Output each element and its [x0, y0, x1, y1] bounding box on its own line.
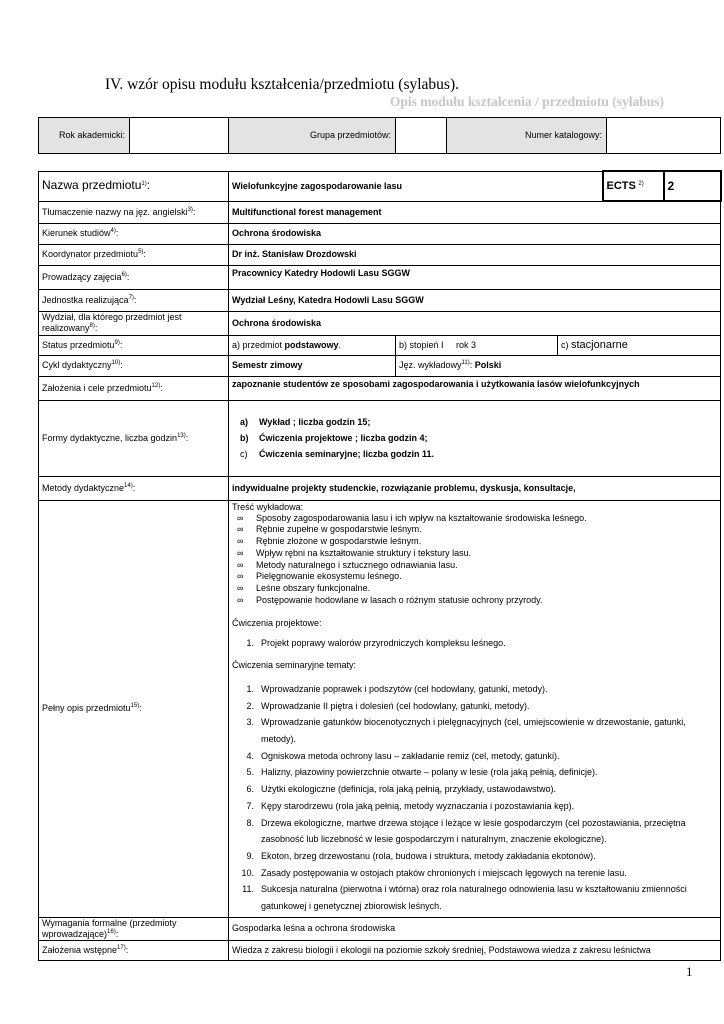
metody-sup: 14) — [124, 482, 133, 489]
sem-item-text: Kępy starodrzewu (rola jaką pełnią, metody wyznaczania i pozostawiania kęp). — [261, 800, 575, 811]
sem-item-text: Wprowadzanie poprawek i podszytów (cel hodowlany, gatunki, metody). — [261, 683, 548, 694]
subject-group-label: Grupa przedmiotów: — [229, 118, 396, 154]
status-a-prefix: a) przedmiot — [232, 339, 285, 350]
tlum-label: Tłumaczenie nazwy na jęz. angielski — [42, 206, 188, 217]
zal-label-cell: Założenia i cele przedmiotu$^{12)}$: — [39, 376, 229, 400]
jedn-sup: 7) — [128, 294, 134, 301]
prow-label-cell: Prowadzący zajęcia$^{6)}$: — [39, 265, 229, 289]
sem-item-text: Użytki ekologiczne (definicja, rola jaką pełnią, przykłady, ustawodawstwo). — [261, 784, 556, 795]
metody-label: Metody dydaktyczne — [42, 482, 125, 493]
tresc-item: ∞ Pielęgnowanie ekosystemu leśnego. — [256, 571, 717, 583]
wym-label-cell — [39, 917, 229, 940]
row-nazwa — [39, 171, 721, 201]
cykl-label-cell: Cykl dydaktyczny$^{10)}$: — [39, 355, 229, 376]
koord-value: Dr inż. Stanisław Drozdowski — [229, 244, 721, 265]
kier-label-cell: Kierunek studiów$^{4)}$: — [39, 223, 229, 244]
sem-item-number: 11. — [242, 884, 254, 895]
tlum-value: Multifunctional forest management — [229, 201, 721, 223]
header-table — [38, 117, 721, 154]
formy-item-b-text: Ćwiczenia projektowe ; liczba godzin 4; — [259, 433, 428, 443]
metody-label-cell: Metody dydaktyczne$^{14)}$: — [39, 476, 229, 500]
formy-value-cell — [229, 400, 721, 476]
tresc-item: ∞ Rębnie złożone w gospodarstwie leśnym. — [256, 536, 717, 548]
wym-sep: : — [115, 928, 119, 939]
sem-item — [232, 798, 717, 815]
sem-item-text: Zasady postępowania w ostojach ptaków chronionych i miejscach lęgowych na terenie lasu. — [261, 867, 627, 878]
sem-heading: Ćwiczenia seminaryjne tematy: — [232, 659, 357, 670]
sem-item-text: Wprowadzanie II piętra i dolesień (cel hodowlany, gatunki, metody). — [261, 700, 530, 711]
wydz-value: Ochrona środowiska — [229, 311, 721, 335]
ects-label: ECTS — [606, 179, 636, 192]
sem-item-number: 3. — [246, 717, 254, 728]
jedn-label-cell: Jednostka realizująca$^{7)}$: — [39, 289, 229, 311]
sem-item-text: Drzewa ekologiczne, martwe drzewa stojące i leżące w lesie gospodarczym (cel pozostawiania, przeciętna zasobność lub liczebność w lesie gospodarczym i naturalnym, znaczenie ekologiczne). — [261, 817, 686, 845]
koord-sup: 5) — [138, 249, 144, 255]
status-label: Status przedmiotu — [42, 339, 115, 350]
wydz-sup: 8) — [89, 323, 95, 329]
formy-item-a-marker: a) — [240, 417, 249, 427]
koord-label-cell: Koordynator przedmiotu$^{5)}$: — [39, 244, 229, 265]
status-b-rok: rok 3 — [456, 339, 477, 350]
formy-label-cell: Formy dydaktyczne, liczba godzin$^{13)}$: — [39, 400, 229, 476]
sem-item — [232, 881, 717, 914]
sem-item-number: 10. — [241, 867, 254, 878]
koord-label: Koordynator przedmiotu — [42, 249, 139, 259]
proj-item-text: Projekt poprawy walorów przyrodniczych kompleksu leśnego. — [261, 637, 506, 648]
zal-sup: 12) — [151, 382, 161, 389]
tresc-item: ∞ Sposoby zagospodarowania lasu i ich wpływ na kształtowanie środowiska leśnego. — [256, 513, 717, 525]
tresc-item: ∞ Postępowanie hodowlane w lasach o różnym statusie ochrony przyrody. — [256, 595, 717, 607]
formy-item-c-marker: c) — [240, 449, 248, 459]
pelny-value-cell — [229, 500, 721, 917]
status-c-value: stacjonarne — [571, 338, 628, 351]
kier-sup: 4) — [110, 228, 116, 234]
status-a-suffix: . — [338, 339, 342, 350]
wydz-label-cell: Wydział, dla którego przedmiot jest realizowany$^{8)}$: — [39, 311, 229, 335]
page-number: 1 — [686, 964, 693, 979]
status-c-prefix: c) — [561, 339, 571, 350]
sem-item-number: 5. — [246, 767, 254, 778]
wym-sup: 16) — [107, 928, 116, 935]
metody-value: indywidualne projekty studenckie, rozwiązanie problemu, dyskusja, konsultacje, — [229, 476, 721, 500]
cykl-value: Semestr zimowy — [229, 355, 396, 376]
status-sup: 9) — [114, 339, 120, 346]
wym-label: Wymagania formalne (przedmioty wprowadzające) — [42, 917, 177, 939]
sem-item-text: Wprowadzanie gatunków biocenotycznych i pielęgnacyjnych (cel, umiejscowienie w drzewostanie, gatunki, metody). — [261, 717, 686, 744]
sem-item — [232, 748, 717, 765]
sem-item-number: 1. — [246, 683, 254, 694]
pelny-label: Pełny opis przedmiotu — [42, 703, 131, 713]
tresc-heading: Treść wykładowa: — [232, 501, 304, 512]
zal-label: Założenia i cele przedmiotu — [42, 382, 152, 393]
formy-item-a-text: Wykład ; liczba godzin 15; — [259, 417, 371, 427]
formy-label: Formy dydaktyczne, liczba godzin — [42, 432, 178, 443]
pelny-label-cell: Pełny opis przedmiotu$^{15)}$: — [39, 500, 229, 917]
catalog-number-label: Numer katalogowy: — [447, 118, 607, 154]
tresc-item: ∞ Metody naturalnego i sztucznego odnawiania lasu. — [256, 560, 717, 572]
status-c-cell — [558, 335, 721, 355]
formy-item-c — [232, 446, 717, 462]
proj-list — [232, 638, 717, 649]
formy-item-c-text: Ćwiczenia seminaryjne; liczba godzin 11. — [259, 449, 435, 459]
prow-label: Prowadzący zajęcia — [42, 271, 122, 282]
sem-item — [232, 681, 717, 698]
jez-label: Jęz. wykładowy — [399, 360, 462, 370]
jez-cell — [396, 355, 721, 376]
sem-item-text: Sukcesja naturalna (pierwotna i wtórna) oraz rola naturalnego odnowienia lasu w kształtowaniu zmienności gatunkowej i genetycznej zbiorowisk leśnych. — [261, 884, 687, 912]
zalw-value: Wiedza z zakresu biologii i ekologii na poziomie szkoły średniej, Podstawowa wiedza z zakresu leśnictwa — [229, 940, 721, 960]
sem-item — [232, 865, 717, 882]
cykl-label: Cykl dydaktyczny — [42, 360, 112, 370]
ects-value: 2 — [664, 171, 721, 201]
kier-label: Kierunek studiów — [42, 228, 111, 238]
syllabus-table — [38, 170, 722, 961]
subject-group-value — [396, 118, 447, 154]
sem-item-number: 2. — [246, 700, 254, 711]
ects-sup: 2) — [638, 180, 644, 187]
tresc-item: ∞ Wpływ rębni na kształtowanie struktury i tekstury lasu. — [256, 548, 717, 560]
zal-value: zapoznanie studentów ze sposobami zagospodarowania i użytkowania lasów wielofunkcyjnych — [229, 376, 721, 400]
jedn-value: Wydział Leśny, Katedra Hodowli Lasu SGGW — [229, 289, 721, 311]
formy-sup: 13) — [177, 432, 186, 439]
sem-item-text: Halizny, płazowiny powierzchnie otwarte – polany w lesie (rola jaką pełnią, definicje). — [261, 767, 598, 778]
formy-item-b — [232, 430, 717, 446]
sem-item-text: Ogniskowa metoda ochrony lasu – zakładanie remiz (cel, metody, gatunki). — [261, 750, 560, 761]
sem-item — [232, 764, 717, 781]
nazwa-label-cell: Nazwa przedmiotu$^{1)}$: — [39, 171, 229, 201]
proj-item-number: 1. — [246, 637, 254, 648]
sem-list — [232, 681, 717, 915]
formy-item-a — [232, 414, 717, 430]
wym-value: Gospodarka leśna a ochrona środowiska — [229, 917, 721, 940]
status-label-cell: Status przedmiotu$^{9)}$: — [39, 335, 229, 355]
jez-value: Polski — [474, 360, 502, 370]
sem-item-number: 6. — [246, 784, 254, 795]
document-subtitle: Opis modułu kształcenia / przedmiotu (sylabus) — [389, 94, 664, 109]
zalw-label: Założenia wstępne — [42, 944, 118, 955]
nazwa-sup: 1) — [141, 181, 147, 187]
document-title: IV. wzór opisu modułu kształcenia/przedmiotu (sylabus). — [105, 76, 459, 93]
tresc-list — [232, 513, 717, 607]
sem-item — [232, 714, 717, 747]
status-a-value: podstawowy — [284, 339, 339, 350]
prow-value: Pracownicy Katedry Hodowli Lasu SGGW — [229, 265, 721, 289]
sem-item-number: 9. — [246, 850, 254, 861]
proj-item — [232, 638, 717, 649]
academic-year-value — [130, 118, 229, 154]
jez-sup: 11) — [461, 360, 470, 366]
status-a-cell — [229, 335, 396, 355]
nazwa-label: Nazwa przedmiotu — [42, 178, 142, 192]
sem-item-number: 8. — [246, 817, 254, 828]
kier-value: Ochrona środowiska — [229, 223, 721, 244]
cykl-sup: 10) — [111, 360, 121, 366]
sem-item — [232, 848, 717, 865]
jedn-label: Jednostka realizująca — [42, 294, 129, 305]
tlum-label-cell: Tłumaczenie nazwy na jęz. angielski$^{3)}$: — [39, 201, 229, 223]
sem-item — [232, 781, 717, 798]
status-b-cell — [396, 335, 558, 355]
formy-item-b-marker: b) — [240, 433, 249, 443]
jez-sep: : — [469, 360, 475, 370]
catalog-number-value — [607, 118, 721, 154]
tresc-item: ∞ Rębnie zupełne w gospodarstwie leśnym. — [256, 524, 717, 536]
sem-item — [232, 698, 717, 715]
sem-item-number: 7. — [246, 800, 254, 811]
status-b-prefix: b) stopień I — [399, 339, 444, 350]
zalw-label-cell: Założenia wstępne$^{17)}$: — [39, 940, 229, 960]
tresc-item: ∞ Leśne obszary funkcjonalne. — [256, 583, 717, 595]
sem-item-text: Ekoton, brzeg drzewostanu (rola, budowa i struktura, metody zakładania ekotonów). — [261, 850, 596, 861]
wydz-label: Wydział, dla którego przedmiot jest realizowany — [42, 312, 182, 333]
pelny-sup: 15) — [130, 703, 140, 709]
academic-year-label: Rok akademicki: — [39, 118, 130, 154]
prow-sup: 6) — [121, 271, 127, 278]
nazwa-value: Wielofunkcyjne zagospodarowanie lasu — [229, 171, 603, 201]
ects-label-cell — [603, 171, 664, 201]
tlum-sup: 3) — [187, 206, 193, 213]
sem-item — [232, 815, 717, 848]
sem-item-number: 4. — [246, 750, 254, 761]
proj-heading: Ćwiczenia projektowe: — [232, 617, 322, 628]
zalw-sup: 17) — [117, 944, 126, 951]
